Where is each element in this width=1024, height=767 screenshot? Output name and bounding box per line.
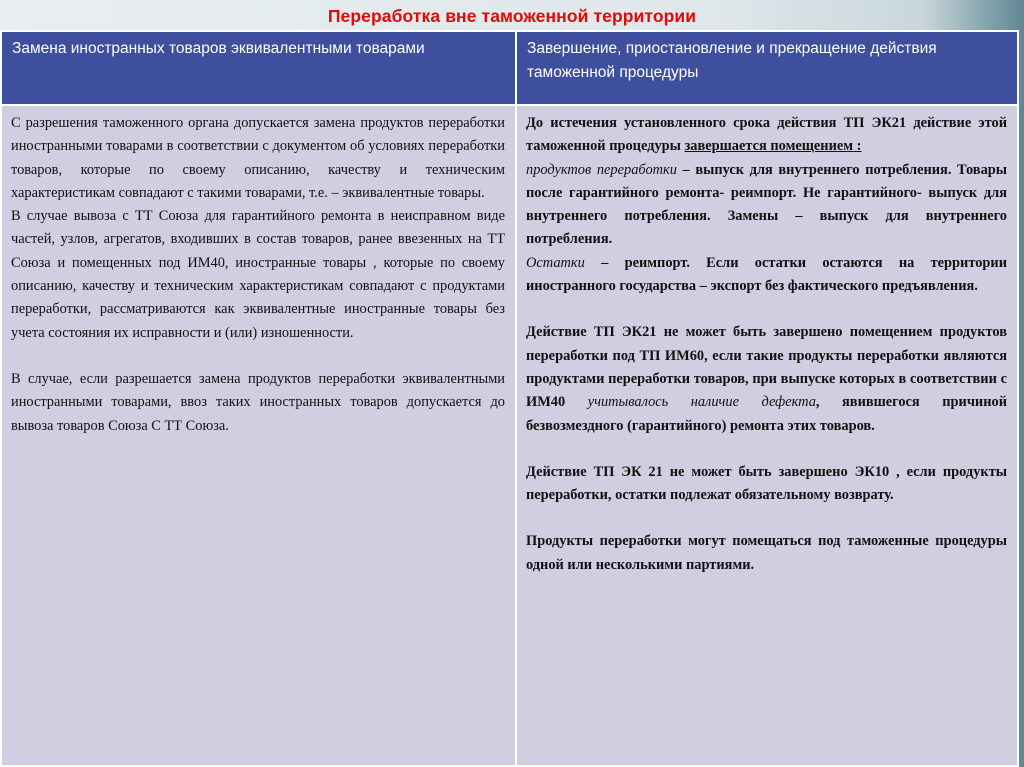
- right-p1-underlined: завершается помещением :: [684, 138, 862, 155]
- right-paragraph-5: Действие ТП ЭК 21 не может быть завершено ЭК10 , если продукты переработки, остатки подлежат обязательному возврату.: [526, 463, 1007, 504]
- left-paragraph-2: В случае вывоза с ТТ Союза для гарантийного ремонта в неисправном виде частей, узлов, агрегатов, входивших в состав товаров, ранее ввезенных на ТТ Союза и помещенных под ИМ40, иностранные товары , которые по своему описанию, качеству и техническим характеристикам совпадают с продуктами переработки, рассматриваются как эквивалентные иностранные товары без учета состояния их исправности и (или) изношенности.: [11, 208, 505, 341]
- header-row: [1, 31, 1018, 105]
- right-paragraph-4: [526, 321, 1007, 437]
- right-paragraph-3: [526, 252, 1007, 299]
- left-cell: [1, 105, 516, 766]
- right-p4-text-c: , явившегося причиной безвозмездного (гарантийного) ремонта этих товаров.: [526, 394, 1007, 434]
- left-paragraph-1: С разрешения таможенного органа допускается замена продуктов переработки иностранными товарами в соответствии с документом об условиях переработки товаров, которые по своему описанию, качеству и техническим характеристикам совпадают с такими товарами, т.е. – эквивалентные товары.: [11, 115, 505, 201]
- right-p4-text-a: Действие ТП ЭК21 не может быть завершено помещением продуктов переработки под ТП ИМ60, если такие продукты переработки являются продуктами переработки товаров, при выпуске которых в соответствии с ИМ40: [526, 324, 1007, 411]
- body-row: [1, 105, 1018, 766]
- left-paragraph-3: В случае, если разрешается замена продуктов переработки эквивалентными иностранными товарами, ввоз таких иностранных товаров допускается до вывоза товаров Союза С ТТ Союза.: [11, 370, 505, 434]
- right-paragraph-1: [526, 112, 1007, 159]
- comparison-table: [0, 30, 1019, 767]
- right-p2-italic: продуктов переработки: [526, 161, 677, 178]
- right-p4-italic: учитывалось наличие дефекта: [587, 394, 816, 411]
- header-left: Замена иностранных товаров эквивалентными товарами: [1, 31, 516, 105]
- right-p3-italic: Остатки: [526, 254, 585, 271]
- header-right: Завершение, приостановление и прекращение действия таможенной процедуры: [516, 31, 1018, 105]
- right-paragraph-6: Продукты переработки могут помещаться под таможенные процедуры одной или несколькими партиями.: [526, 533, 1007, 573]
- right-cell: [516, 105, 1018, 766]
- right-p2-text: – выпуск для внутреннего потребления. Товары после гарантийного ремонта- реимпорт. Не гарантийного- выпуск для внутреннего потребления. Замены – выпуск для внутреннего потребления.: [526, 161, 1008, 248]
- slide-title: Переработка вне таможенной территории: [327, 6, 697, 26]
- right-paragraph-2: [526, 159, 1007, 252]
- right-p3-text: – реимпорт. Если остатки остаются на территории иностранного государства – экспорт без фактического предъявления.: [526, 254, 1007, 295]
- right-p1-text: До истечения установленного срока действия ТП ЭК21 действие этой таможенной процедуры: [526, 115, 1007, 155]
